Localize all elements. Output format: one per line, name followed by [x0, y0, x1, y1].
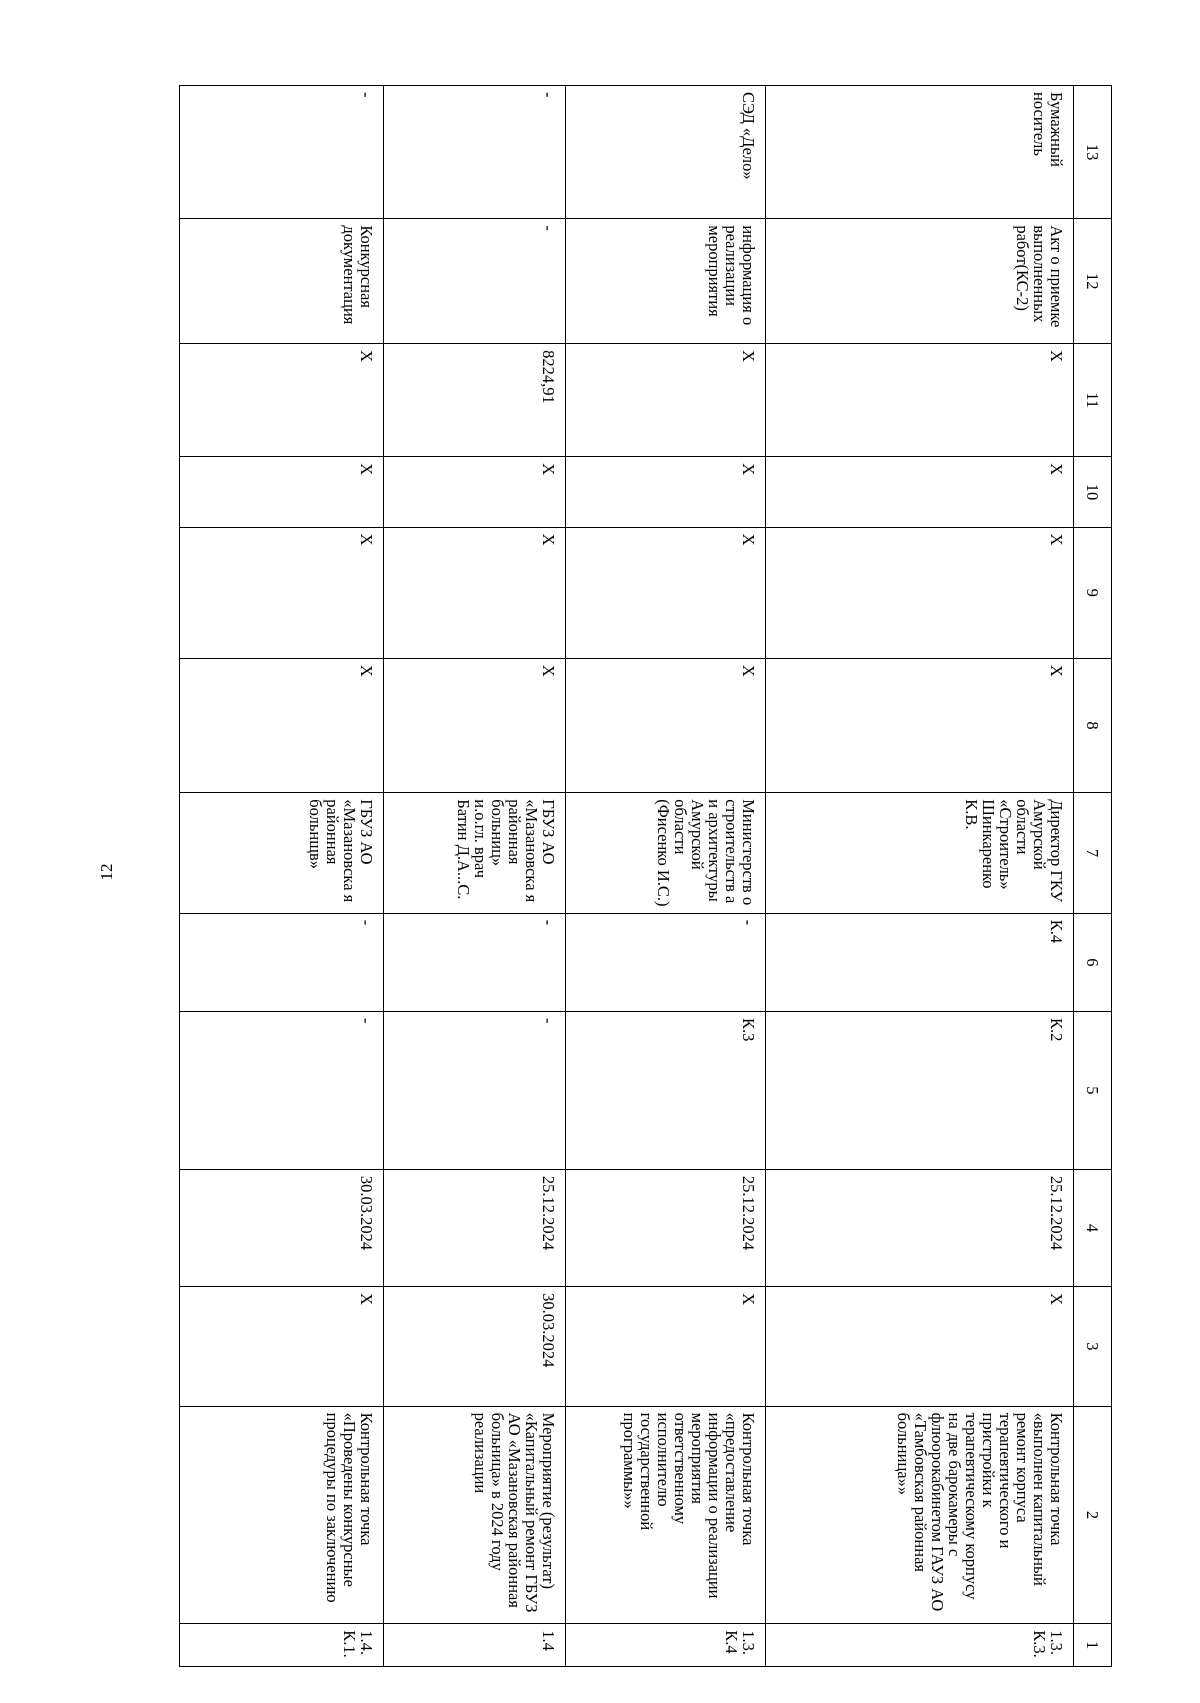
cell-end-date: 25.12.2024	[384, 1169, 566, 1286]
header-cell-9: 9	[1074, 527, 1112, 658]
cell-start-date: 30.03.2024	[384, 1287, 566, 1406]
cell-end-date: 30.03.2024	[180, 1169, 384, 1286]
cell-start-date: X	[180, 1287, 384, 1406]
cell-col-8: X	[566, 658, 766, 792]
header-cell-1: 1	[1074, 1624, 1112, 1667]
header-row	[1074, 86, 1112, 1667]
header-cell-11: 11	[1074, 344, 1112, 457]
cell-col-8: X	[766, 658, 1074, 792]
cell-number: 1.4.К.1.	[180, 1624, 384, 1667]
cell-end-date: 25.12.2024	[766, 1169, 1074, 1286]
cell-col-6: -	[384, 913, 566, 1011]
table-row	[384, 86, 566, 1667]
cell-responsible: ГБУЗ АО «Мазановска я районная больниц» и.о.гл. врач Батин Д.А...С.	[384, 793, 566, 914]
header-cell-5: 5	[1074, 1011, 1112, 1169]
cell-name: Контрольная точка «предоставление информации о реализации мероприятия ответственному исполнителю государственной программы»»	[566, 1406, 766, 1624]
cell-info-system: -	[180, 86, 384, 219]
cell-col-5: К.3	[566, 1011, 766, 1169]
cell-info-system: Бумажный носитель	[766, 86, 1074, 219]
cell-col-8: X	[180, 658, 384, 792]
cell-col-11: X	[566, 344, 766, 457]
cell-start-date: X	[566, 1287, 766, 1406]
cell-col-9: X	[180, 527, 384, 658]
cell-end-date: 25.12.2024	[566, 1169, 766, 1286]
cell-col-9: X	[766, 527, 1074, 658]
cell-document: Акт о приемке выполненных работ(КС-2)	[766, 219, 1074, 344]
header-cell-12: 12	[1074, 219, 1112, 344]
cell-info-system: -	[384, 86, 566, 219]
cell-col-10: X	[766, 457, 1074, 527]
header-cell-7: 7	[1074, 793, 1112, 914]
cell-responsible: ГБУЗ АО «Мазановска я районная больнщв»	[180, 793, 384, 914]
cell-col-9: X	[566, 527, 766, 658]
header-cell-3: 3	[1074, 1287, 1112, 1406]
table-row	[566, 86, 766, 1667]
cell-col-11: X	[766, 344, 1074, 457]
header-cell-8: 8	[1074, 658, 1112, 792]
cell-name: Мероприятие (результат) «Капитальный ремонт ГБУЗ АО «Мазановская районная больница» в 2024 году реализации	[384, 1406, 566, 1624]
table-row	[180, 86, 384, 1667]
cell-col-6: К.4	[766, 913, 1074, 1011]
header-cell-13: 13	[1074, 86, 1112, 219]
cell-col-11: X	[180, 344, 384, 457]
cell-document: -	[384, 219, 566, 344]
cell-name: Контрольная точка «выполнен капитальный ремонт корпуса терапевтического и пристройки к терапевтическому корпусу на две барокамеры с флюорокабинетом ГАУЗ АО «Тамбовская районная больница»»	[766, 1406, 1074, 1624]
header-cell-4: 4	[1074, 1169, 1112, 1286]
cell-col-11: 8224,91	[384, 344, 566, 457]
cell-col-10: X	[384, 457, 566, 527]
cell-responsible: Директор ГКУ Амурской области «Строитель» Шинкаренко К.В.	[766, 793, 1074, 914]
header-cell-6: 6	[1074, 913, 1112, 1011]
header-cell-10: 10	[1074, 457, 1112, 527]
cell-col-6: -	[566, 913, 766, 1011]
cell-col-9: X	[384, 527, 566, 658]
cell-col-8: X	[384, 658, 566, 792]
table-row	[766, 86, 1074, 1667]
page-number: 12	[97, 863, 116, 881]
cell-document: информация о реализации мероприятия	[566, 219, 766, 344]
cell-col-10: X	[566, 457, 766, 527]
cell-col-6: -	[180, 913, 384, 1011]
cell-col-5: -	[180, 1011, 384, 1169]
cell-responsible: Министерств о строительств а и архитектуры Амурской области (Фисенко И.С.)	[566, 793, 766, 914]
header-cell-2: 2	[1074, 1406, 1112, 1624]
cell-col-10: X	[180, 457, 384, 527]
cell-number: 1.3.К.4	[566, 1624, 766, 1667]
cell-number: 1.3.К.3.	[766, 1624, 1074, 1667]
cell-col-5: К.2	[766, 1011, 1074, 1169]
cell-document: Конкурсная документация	[180, 219, 384, 344]
cell-col-5: -	[384, 1011, 566, 1169]
cell-info-system: СЭД «Дело»	[566, 86, 766, 219]
cell-number: 1.4	[384, 1624, 566, 1667]
rotated-table-container	[180, 85, 1112, 1667]
data-table	[179, 85, 1112, 1667]
cell-start-date: X	[766, 1287, 1074, 1406]
cell-name: Контрольная точка «Проведены конкурсные процедуры по заключению	[180, 1406, 384, 1624]
